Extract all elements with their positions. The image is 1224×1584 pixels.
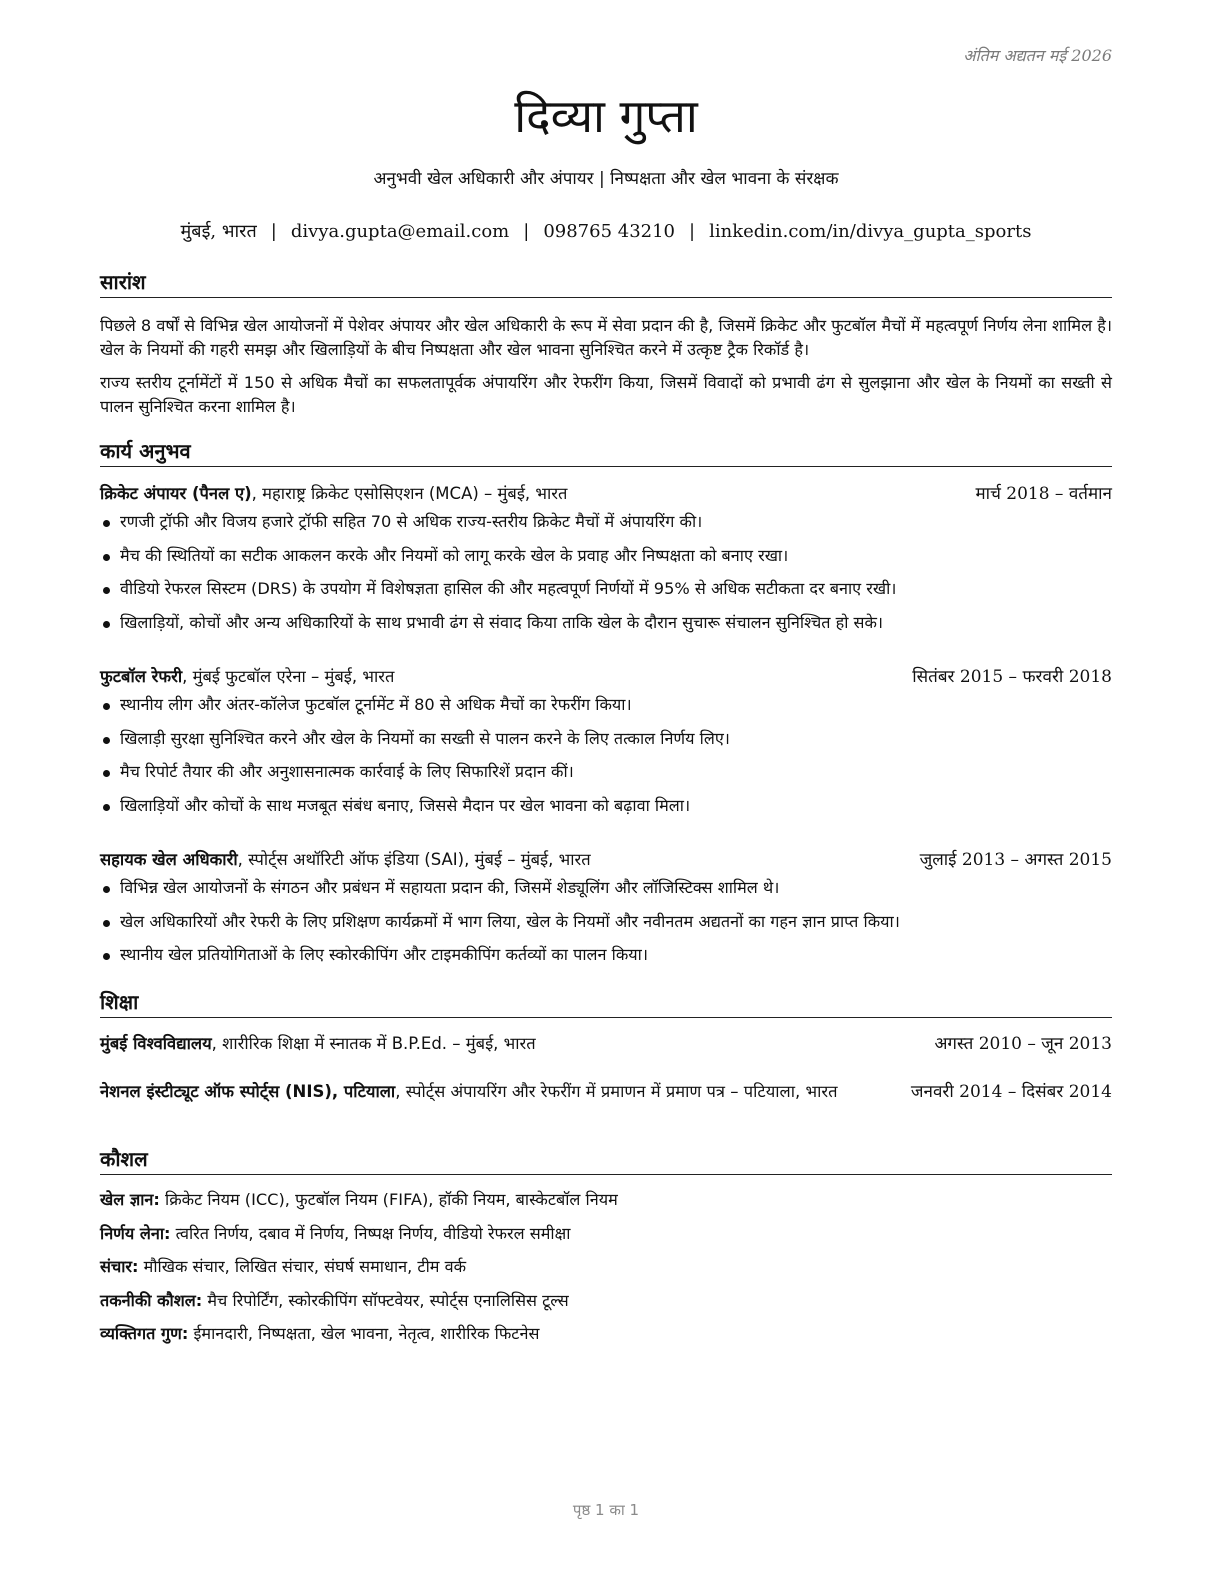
job-role: क्रिकेट अंपायर (पैनल ए) (100, 484, 252, 503)
job-header (100, 663, 1112, 691)
education-item (100, 1079, 1112, 1131)
skill-value: क्रिकेट नियम (ICC), फुटबॉल नियम (FIFA), हॉकी नियम, बास्केटबॉल नियम (159, 1190, 618, 1209)
contact-separator: | (523, 221, 530, 242)
contact-separator: | (270, 221, 277, 242)
skill-label: संचार: (100, 1257, 139, 1276)
education-dates: अगस्त 2010 – जून 2013 (934, 1034, 1112, 1054)
education-dates: जनवरी 2014 – दिसंबर 2014 (910, 1082, 1112, 1102)
skill-value: मैच रिपोर्टिंग, स्कोरकीपिंग सॉफ्टवेयर, स्पोर्ट्स एनालिसिस टूल्स (202, 1290, 569, 1310)
job-bullets (100, 693, 1112, 827)
section-title-education: शिक्षा (100, 988, 1112, 1018)
section-title-experience: कार्य अनुभव (100, 437, 1112, 467)
job-org: , महाराष्ट्र क्रिकेट एसोसिएशन (MCA) – मुंबई, भारत (251, 484, 568, 503)
list-item: रणजी ट्रॉफी और विजय हजारे ट्रॉफी सहित 70 से अधिक राज्य-स्तरीय क्रिकेट मैचों में अंपायरिंग की। (100, 510, 1112, 544)
list-item: वीडियो रेफरल सिस्टम (DRS) के उपयोग में विशेषज्ञता हासिल की और महत्वपूर्ण निर्णयों में 95% से अधिक सटीकता दर बनाए रखी। (100, 577, 1112, 611)
candidate-name: दिव्या गुप्ता (514, 89, 698, 143)
job-dates: सितंबर 2015 – फरवरी 2018 (912, 667, 1112, 687)
list-item: खिलाड़ियों और कोचों के साथ मजबूत संबंध बनाए, जिससे मैदान पर खेल भावना को बढ़ावा मिला। (100, 794, 1112, 828)
list-item: खेल अधिकारियों और रेफरी के लिए प्रशिक्षण कार्यक्रमों में भाग लिया, खेल के नियमों और नवीनतम अद्यतनों का गहन ज्ञान प्राप्त किया। (100, 910, 1112, 944)
skill-value: त्वरित निर्णय, दबाव में निर्णय, निष्पक्ष निर्णय, वीडियो रेफरल समीक्षा (170, 1223, 571, 1243)
job-bullets (100, 510, 1112, 644)
job-dates: जुलाई 2013 – अगस्त 2015 (919, 850, 1112, 870)
list-item: खिलाड़ियों, कोचों और अन्य अधिकारियों के साथ प्रभावी ढंग से संवाद किया ताकि खेल के दौरान सुचारू संचालन सुनिश्चित हो सके। (100, 611, 1112, 645)
list-item: विभिन्न खेल आयोजनों के संगठन और प्रबंधन में सहायता प्रदान की, जिसमें शेड्यूलिंग और लॉजिस्टिक्स शामिल थे। (100, 876, 1112, 910)
list-item: खिलाड़ी सुरक्षा सुनिश्चित करने और खेल के नियमों का सख्ती से पालन करने के लिए तत्काल निर्णय लिए। (100, 727, 1112, 761)
page-number: पृष्ठ 1 का 1 (572, 1501, 640, 1519)
skill-value: ईमानदारी, निष्पक्षता, खेल भावना, नेतृत्व, शारीरिक फिटनेस (188, 1324, 540, 1343)
contact-linkedin[interactable]: linkedin.com/in/divya_gupta_sports (709, 221, 1032, 242)
job-dates: मार्च 2018 – वर्तमान (975, 484, 1112, 504)
education-item (100, 1031, 1112, 1057)
education-line (100, 1031, 536, 1057)
job-header (100, 846, 1112, 874)
job-title-line (100, 846, 591, 874)
education-school: मुंबई विश्वविद्यालय (100, 1034, 212, 1053)
job-org: , स्पोर्ट्स अथॉरिटी ऑफ इंडिया (SAI), मुंबई – मुंबई, भारत (237, 850, 591, 869)
skill-label: तकनीकी कौशल: (100, 1290, 203, 1310)
education-detail: , शारीरिक शिक्षा में स्नातक में B.P.Ed. – मुंबई, भारत (211, 1034, 536, 1053)
last-updated: अंतिम अद्यतन मई 2026 (963, 46, 1112, 65)
job-title-line (100, 480, 567, 508)
section-title-summary: सारांश (100, 268, 1112, 298)
job-role: फुटबॉल रेफरी (100, 667, 183, 686)
skills-list (100, 1187, 1112, 1355)
skill-row (100, 1221, 1112, 1255)
skill-row (100, 1288, 1112, 1322)
education-school: नेशनल इंस्टीट्यूट ऑफ स्पोर्ट्स (NIS), पटियाला (100, 1082, 396, 1101)
skill-row (100, 1187, 1112, 1221)
list-item: मैच की स्थितियों का सटीक आकलन करके और नियमों को लागू करके खेल के प्रवाह और निष्पक्षता को बनाए रखा। (100, 544, 1112, 578)
job-bullets (100, 876, 1112, 977)
education-line (100, 1079, 890, 1105)
contact-separator: | (689, 221, 696, 242)
tagline: अनुभवी खेल अधिकारी और अंपायर | निष्पक्षता और खेल भावना के संरक्षक (373, 169, 839, 189)
job-title-line (100, 663, 394, 691)
skill-label: व्यक्तिगत गुण: (100, 1324, 189, 1343)
skill-row (100, 1321, 1112, 1355)
summary-paragraph: पिछले 8 वर्षों से विभिन्न खेल आयोजनों में पेशेवर अंपायर और खेल अधिकारी के रूप में सेवा प्रदान की है, जिसमें क्रिकेट और फुटबॉल मैचों में महत्वपूर्ण निर्णय लेना शामिल है। खेल के नियमों की गहरी समझ और खिलाड़ियों के बीच निष्पक्षता और खेल भावना सुनिश्चित करने में उत्कृष्ट ट्रैक रिकॉर्ड है। (100, 316, 1112, 359)
list-item: मैच रिपोर्ट तैयार की और अनुशासनात्मक कार्रवाई के लिए सिफारिशें प्रदान कीं। (100, 760, 1112, 794)
skill-row (100, 1254, 1112, 1288)
contact-email[interactable]: divya.gupta@email.com (290, 221, 510, 242)
summary-paragraph: राज्य स्तरीय टूर्नामेंटों में 150 से अधिक मैचों का सफलतापूर्वक अंपायरिंग और रेफरींग किया, जिसमें विवादों को प्रभावी ढंग से सुलझाना और खेल के नियमों का सख्ती से पालन सुनिश्चित करना शामिल है। (100, 373, 1112, 416)
contact-line (100, 218, 1112, 246)
resume-page (100, 0, 1112, 1584)
job-header (100, 480, 1112, 508)
contact-phone[interactable]: 098765 43210 (543, 221, 676, 242)
section-title-skills: कौशल (100, 1145, 1112, 1175)
contact-location: मुंबई, भारत (180, 221, 257, 242)
job-role: सहायक खेल अधिकारी (100, 850, 238, 869)
list-item: स्थानीय लीग और अंतर-कॉलेज फुटबॉल टूर्नामेंट में 80 से अधिक मैचों का रेफरींग किया। (100, 693, 1112, 727)
job-org: , मुंबई फुटबॉल एरेना – मुंबई, भारत (182, 667, 395, 686)
education-detail: , स्पोर्ट्स अंपायरिंग और रेफरींग में प्रमाणन में प्रमाण पत्र – पटियाला, भारत (395, 1082, 838, 1101)
skill-value: मौखिक संचार, लिखित संचार, संघर्ष समाधान, टीम वर्क (138, 1257, 467, 1276)
list-item: स्थानीय खेल प्रतियोगिताओं के लिए स्कोरकीपिंग और टाइमकीपिंग कर्तव्यों का पालन किया। (100, 943, 1112, 977)
skill-label: खेल ज्ञान: (100, 1190, 160, 1209)
skill-label: निर्णय लेना: (100, 1223, 171, 1243)
